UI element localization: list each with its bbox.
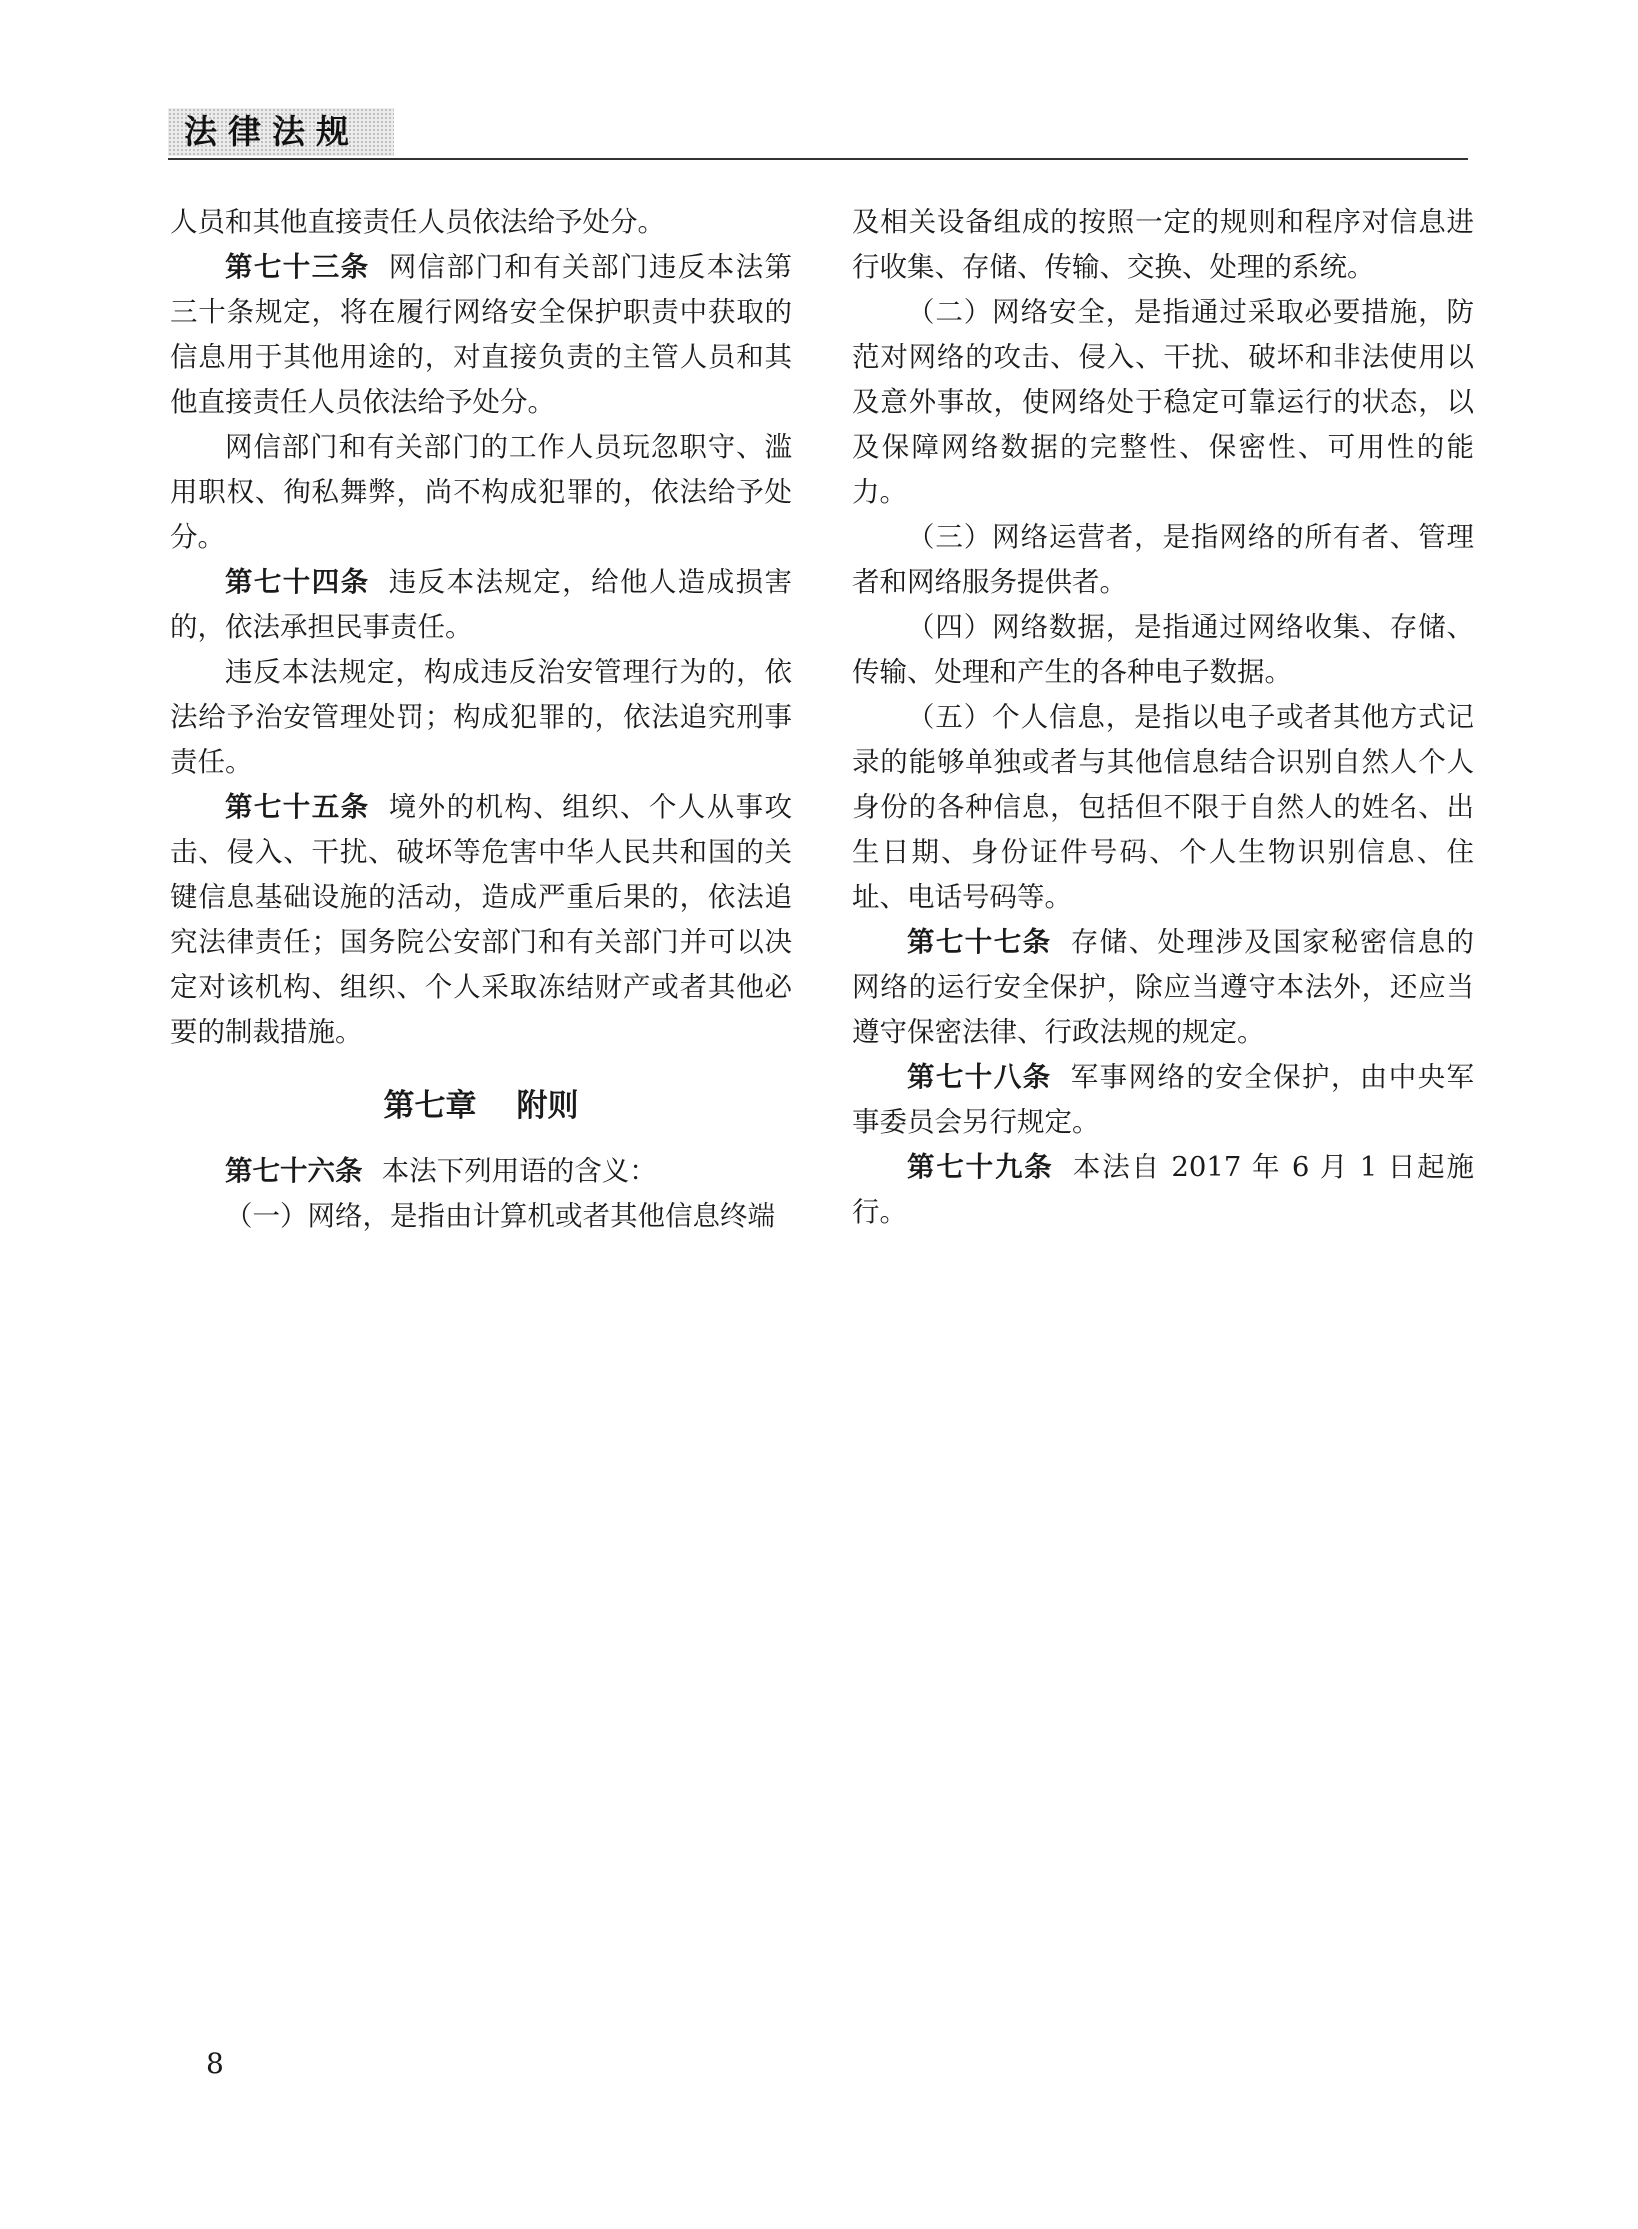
article-text: 本法下列用语的含义：	[381, 1155, 657, 1187]
article-78	[852, 1055, 1474, 1145]
article-number: 第七十三条	[225, 251, 370, 283]
definition-item-4: （四）网络数据，是指通过网络收集、存储、传输、处理和产生的各种电子数据。	[852, 611, 1474, 688]
article-number: 第七十七条	[907, 926, 1052, 958]
article-75	[170, 785, 792, 1055]
right-column	[852, 200, 1474, 1235]
article-number: 第七十八条	[907, 1061, 1052, 1093]
article-77	[852, 920, 1474, 1055]
article-76	[170, 1149, 792, 1194]
chapter-number: 第七章	[383, 1088, 477, 1124]
paragraph: 人员和其他直接责任人员依法给予处分。	[170, 206, 665, 238]
section-title: 法律法规	[184, 112, 360, 151]
article-73	[170, 245, 792, 425]
definition-item-2: （二）网络安全，是指通过采取必要措施，防范对网络的攻击、侵入、干扰、破坏和非法使用以及意外事故，使网络处于稳定可靠运行的状态，以及保障网络数据的完整性、保密性、可用性的能力。	[852, 296, 1474, 508]
definition-item-5: （五）个人信息，是指以电子或者其他方式记录的能够单独或者与其他信息结合识别自然人个人身份的各种信息，包括但不限于自然人的姓名、出生日期、身份证件号码、个人生物识别信息、住址、电话号码等。	[852, 701, 1474, 913]
article-79	[852, 1145, 1474, 1235]
definition-item-3: （三）网络运营者，是指网络的所有者、管理者和网络服务提供者。	[852, 521, 1474, 598]
article-number: 第七十九条	[907, 1151, 1054, 1183]
paragraph: 违反本法规定，构成违反治安管理行为的，依法给予治安管理处罚；构成犯罪的，依法追究刑事责任。	[170, 656, 792, 778]
article-text: 境外的机构、组织、个人从事攻击、侵入、干扰、破坏等危害中华人民共和国的关键信息基础设施的活动，造成严重后果的，依法追究法律责任；国务院公安部门和有关部门并可以决定对该机构、组织、个人采取冻结财产或者其他必要的制裁措施。	[170, 791, 793, 1048]
article-text: 违反本法规定，给他人造成损害的，依法承担民事责任。	[170, 566, 793, 643]
article-text: 存储、处理涉及国家秘密信息的网络的运行安全保护，除应当遵守本法外，还应当遵守保密法律、行政法规的规定。	[852, 926, 1475, 1048]
definition-item-1: （一）网络，是指由计算机或者其他信息终端	[225, 1200, 775, 1232]
article-74	[170, 560, 792, 650]
article-text: 本法自 2017 年 6 月 1 日起施行。	[852, 1151, 1474, 1228]
chapter-title: 附则	[516, 1088, 579, 1124]
article-text: 军事网络的安全保护，由中央军事委员会另行规定。	[852, 1061, 1475, 1138]
article-number: 第七十六条	[225, 1155, 363, 1187]
paragraph: 及相关设备组成的按照一定的规则和程序对信息进行收集、存储、传输、交换、处理的系统。	[852, 206, 1474, 283]
left-column	[170, 200, 792, 1239]
article-number: 第七十五条	[225, 791, 370, 823]
chapter-heading	[170, 1083, 792, 1129]
paragraph: 网信部门和有关部门的工作人员玩忽职守、滥用职权、徇私舞弊，尚不构成犯罪的，依法给予处分。	[170, 431, 792, 553]
article-text: 网信部门和有关部门违反本法第三十条规定，将在履行网络安全保护职责中获取的信息用于其他用途的，对直接负责的主管人员和其他直接责任人员依法给予处分。	[170, 251, 793, 418]
article-number: 第七十四条	[225, 566, 370, 598]
header-divider	[168, 158, 1468, 160]
page-number: 8	[206, 2047, 224, 2080]
